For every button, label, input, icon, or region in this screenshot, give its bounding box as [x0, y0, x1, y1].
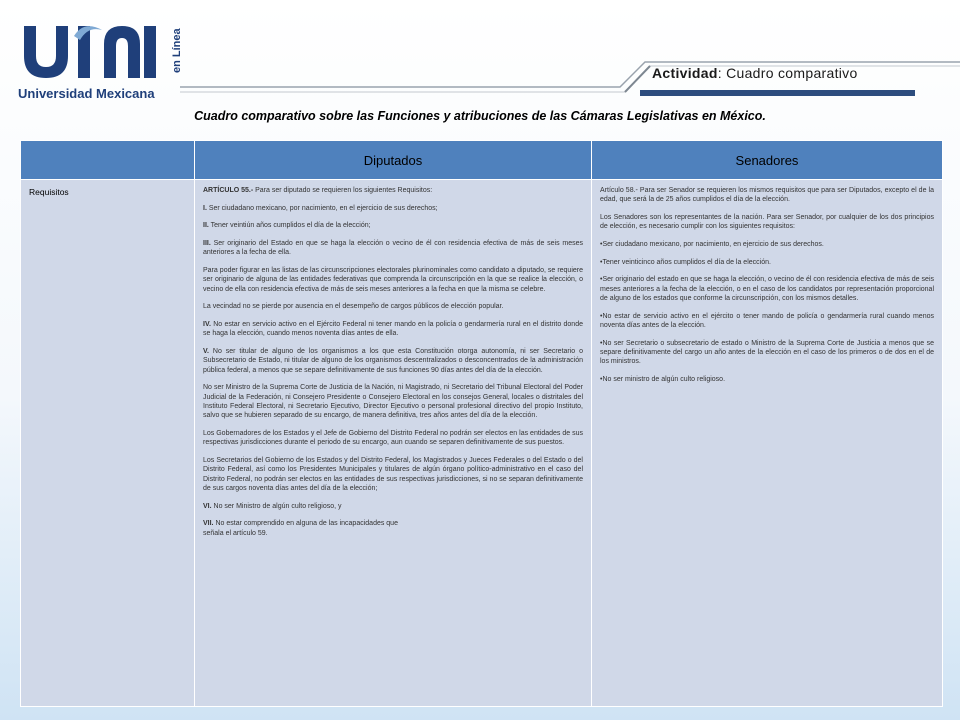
dip-paragraph: I. Ser ciudadano mexicano, por nacimiento, en el ejercicio de sus derechos;: [203, 204, 438, 212]
header-empty: [21, 141, 195, 180]
row-label-requisitos: Requisitos: [21, 180, 195, 707]
dip-paragraph-tail: señala el artículo 59.: [203, 529, 268, 537]
sen-paragraph: •No ser ministro de algún culto religioso.: [600, 376, 726, 383]
sen-paragraph: •Ser originario del estado en que se haga la elección, o vecino de él con residencia efectiva de más de seis meses anteriores a la fecha de la elección, o en el caso de los candidatos por representación proporcional de alguno de los estados que conforme la circunscripción, con los mismos detalles.: [600, 276, 934, 302]
dip-paragraph: Los Secretarios del Gobierno de los Estados y del Distrito Federal, los Magistrados y Jueces Federales o del Estado o del Distrito Federal, así como los Presidentes Municipales y titulares de algún órgano político-administrativo en el caso del Distrito Federal, no podrán ser electos en las entidades de sus respectivas jurisdicciones, si no se separan definitivamente de sus cargos noventa días antes del día de la elección;: [203, 457, 583, 493]
dip-paragraph: Para poder figurar en las listas de las circunscripciones electorales plurinominales como candidato a diputado, se requiere ser originario de alguna de las entidades federativas que comprenda la circunscripción en la que se realice la elección, o vecino de ella con residencia efectiva de más de seis meses anteriores a la fecha en que la misma se celebre.: [203, 266, 583, 293]
sen-paragraph: •Tener veinticinco años cumplidos el día de la elección.: [600, 258, 771, 266]
header-diputados: Diputados: [195, 141, 592, 180]
header-senadores: Senadores: [592, 141, 943, 180]
dip-paragraph: Los Gobernadores de los Estados y el Jefe de Gobierno del Distrito Federal no podrán ser electos en las entidades de sus respectivas jurisdicciones durante el periodo de su encargo, aun cuando se separen definitivamente de sus puestos.: [203, 430, 583, 447]
sen-paragraph: •No estar de servicio activo en el ejército o tener mando de policía o gendarmería rural cuando menos noventa días antes de la elección.: [600, 312, 934, 329]
university-logo: [18, 16, 183, 104]
activity-header: [652, 65, 932, 83]
dip-paragraph: No ser Ministro de la Suprema Corte de Justicia de la Nación, ni Magistrado, ni Secretario del Tribunal Electoral del Poder Judicial de la Federación, ni Consejero Presidente o Consejero Electoral en los consejos General, locales o distritales del Instituto Federal Electoral, ni Secretario Ejecutivo, Director Ejecutivo o personal profesional directivo del propio Instituto, salvo que se hubieren separado de su encargo, de manera definitiva, tres años antes del día de la elección.: [203, 384, 583, 420]
sen-paragraph: •No ser Secretario o subsecretario de estado o Ministro de la Suprema Corte de Justicia a menos que se separe definitivamente del cargo un año antes de la elección en el caso de los primeros o de dos en el de los ministros.: [600, 339, 934, 366]
dip-paragraph: ARTÍCULO 55.- Para ser diputado se requieren los siguientes Requisitos:: [203, 187, 433, 194]
dip-paragraph: La vecindad no se pierde por ausencia en el desempeño de cargos públicos de elección popular.: [203, 303, 504, 311]
dip-paragraph: V. No ser titular de alguno de los organismos a los que esta Constitución otorga autonomía, ni ser Secretario o Subsecretario de Estado, ni titular de alguno de los organismos descentralizados o desconcentrados de la administración pública federal, a menos que se separe definitivamente de sus funciones 90 días antes del día de la elección.: [203, 347, 583, 374]
senadores-cell: [592, 180, 943, 707]
activity-label-strong: Actividad: [652, 65, 718, 81]
dip-paragraph: VII. No estar comprendido en alguna de las incapacidades que: [203, 520, 398, 528]
dip-paragraph: VI. No ser Ministro de algún culto religioso, y: [203, 502, 342, 510]
university-name: Universidad Mexicana: [18, 86, 155, 101]
document-title: Cuadro comparativo sobre las Funciones y atribuciones de las Cámaras Legislativas en México.: [194, 109, 766, 123]
dip-paragraph: II. Tener veintiún años cumplidos el día de la elección;: [203, 222, 371, 230]
logo-tagline: en Línea: [171, 28, 183, 74]
sen-paragraph: •Ser ciudadano mexicano, por nacimiento, en ejercicio de sus derechos.: [600, 241, 824, 248]
sen-paragraph: Artículo 58.- Para ser Senador se requieren los mismos requisitos que para ser Diputados, excepto el de la edad, que será la de 25 años cumplidos el día de la elección.: [600, 187, 934, 204]
diputados-cell: [195, 180, 592, 707]
table-header-row: [21, 141, 943, 180]
comparison-table: [20, 140, 943, 707]
dip-paragraph: IV. No estar en servicio activo en el Ejército Federal ni tener mando en la policía o gendarmería rural en el distrito donde se haga la elección, cuando menos noventa días antes de ella.: [203, 320, 583, 338]
dip-paragraph: III. Ser originario del Estado en que se haga la elección o vecino de él con residencia efectiva de más de seis meses anteriores a la fecha de ella.: [203, 239, 583, 257]
logo-mark-icon: [18, 16, 158, 86]
sen-paragraph: Los Senadores son los representantes de la nación. Para ser Senador, por cualquier de los dos principios de elección, es necesario cumplir con los siguientes requisitos:: [600, 214, 934, 231]
activity-label-rest: : Cuadro comparativo: [717, 65, 858, 81]
table-row: [21, 180, 943, 707]
